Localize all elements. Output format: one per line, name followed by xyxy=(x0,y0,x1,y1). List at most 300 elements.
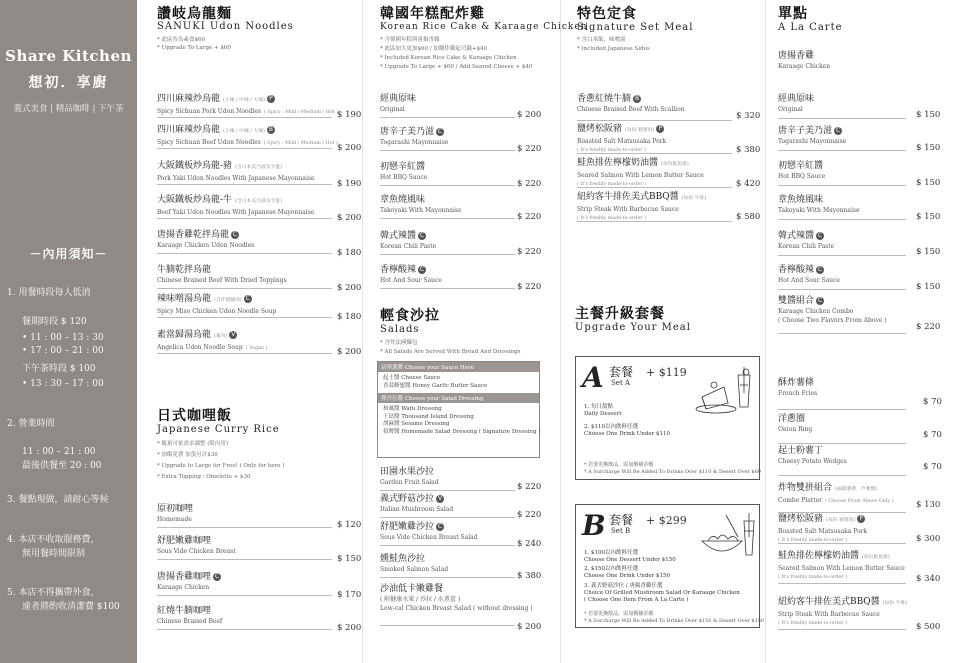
item-name-zh: 大阪鐵板炒烏龍-豬 xyxy=(157,161,233,171)
divider-line xyxy=(380,545,515,546)
menu-item xyxy=(157,571,362,600)
item-name-zh: 紐約客牛排佐美式BBQ醬 xyxy=(778,597,880,607)
curry-note: * Extra Topping : Omelette + $30 xyxy=(157,474,251,480)
menu-item: 素當歸湯烏龍 (素食) V Angelica Udon Noodle Soup ( Vegan ) $ 200 xyxy=(157,330,362,357)
item-price: $ 150 xyxy=(916,178,941,188)
menu-item: 炸物雙拼組合 (兩樣選擇，芦薯類) Combo Platter ( Choose From Above Only ) $ 130 xyxy=(778,482,948,506)
curry-title-en: Japanese Curry Rice xyxy=(157,424,280,435)
divider-line xyxy=(157,353,332,354)
item-price: $ 220 xyxy=(517,247,542,257)
udon-note: * 此區皆為素食$60 xyxy=(157,37,205,43)
item-price: $ 500 xyxy=(916,622,941,632)
divider-line xyxy=(380,288,515,289)
set-a-name-zh: 套餐 xyxy=(609,365,634,379)
item-name-en: Beef Yaki Udon Noodles With Japanese Mayonnaise xyxy=(157,209,315,216)
item-name-en: Homemade xyxy=(157,516,192,523)
notice-line: 3. 餐點現做，請耐心等候 xyxy=(7,495,109,505)
item-name-en: Low-cal Chicken Breast Salad ( without dressing ) xyxy=(380,605,533,612)
divider-line xyxy=(778,289,906,290)
item-price: $ 220 xyxy=(517,212,542,222)
item-name-en: Takoyaki With Mayonnaise xyxy=(380,207,462,214)
divider-line xyxy=(778,443,906,444)
item-name-en: Togarashi Mayonnaise xyxy=(778,138,847,145)
item-price: $ 220 xyxy=(517,482,542,492)
brand-name-zh: 想初．享廚 xyxy=(28,75,109,91)
notice-title: －內用須知－ xyxy=(29,247,108,261)
chicken-icon: C xyxy=(419,231,425,239)
korean-note: * 此區加大更加$60 / 加購炸雞起司鍋+$40 xyxy=(380,46,487,52)
notice-line: 2. 營業時間 xyxy=(7,419,55,429)
item-name-en: Original xyxy=(778,106,803,113)
item-name-en: Korean Chili Paste xyxy=(380,243,437,250)
item-price: $ 420 xyxy=(736,179,761,189)
item-price: $ 200 xyxy=(517,110,542,120)
item-price: $ 180 xyxy=(337,312,362,322)
divider-line xyxy=(157,148,332,149)
dressing-header: 擇沙拉醬 Choose your Salad Dressing xyxy=(378,393,539,403)
item-name-zh: 田園水果沙拉 xyxy=(380,467,435,477)
set-b-name-en: Set B xyxy=(611,527,631,535)
korean-title-en: Korean Rice Cake & Karaage Chicken xyxy=(380,22,588,32)
sauce-header: 請擇選醬 Choose your Sauce Here xyxy=(378,362,539,372)
menu-item xyxy=(380,161,545,189)
item-name-zh: 章魚燒風味 xyxy=(380,195,426,205)
set-b-line: 1. $100以內飲料任選 xyxy=(584,550,638,556)
menu-item xyxy=(778,160,948,188)
item-name-zh: 炸物雙拼組合 xyxy=(778,483,833,493)
item-price: $ 200 xyxy=(337,143,362,153)
menu-item xyxy=(157,503,362,530)
notice-line: 無用餐時間限制 xyxy=(22,549,86,559)
set-a-footnote: * A Surcharge Will Be Added To Drinks Over $110 & Desert Over $60 xyxy=(584,469,761,475)
divider-line xyxy=(380,577,515,578)
divider-line xyxy=(157,184,332,185)
item-name-zh: 唐揚香雞咖哩 xyxy=(157,572,212,582)
item-name-zh: 初戀辛紅醬 xyxy=(778,161,824,171)
item-name-en: Karaage Chicken Udon Noodles xyxy=(157,242,255,249)
korean-note: * 含韓國年糕與唐揚香雞 xyxy=(380,37,440,43)
item-note: ( Choose Two Flavors From Above ) xyxy=(778,317,887,324)
korean-title-zh: 韓國年糕配炸雞 xyxy=(380,6,485,22)
divider-line xyxy=(380,254,515,255)
divider-line xyxy=(778,629,906,630)
notice-line: • 17 : 00 – 21 : 00 xyxy=(22,346,104,356)
item-name-zh: 雙醬組合 xyxy=(778,296,815,306)
divider-line xyxy=(157,253,332,254)
notice-line: 4. 本店不收取服務費， xyxy=(7,535,100,545)
item-name-zh: 初戀辛紅醬 xyxy=(380,162,426,172)
item-name-en: Spicy Sichuan Beef Udon Noodles xyxy=(157,139,261,146)
divider-line xyxy=(157,317,332,318)
item-name-en: Combo Platter xyxy=(778,497,823,504)
item-name-zh: 原初咖哩 xyxy=(157,504,194,514)
item-price: $ 220 xyxy=(517,282,542,292)
notice-line: 下午茶時段 $ 100 xyxy=(22,364,96,374)
menu-item xyxy=(380,521,545,549)
item-price: $ 150 xyxy=(337,554,362,564)
item-name-en: Pork Yaki Udon Noodles With Japanese Mayonnaise xyxy=(157,175,315,182)
menu-item xyxy=(380,466,545,492)
item-name-en: Cheesy Potato Wedges xyxy=(778,458,847,465)
divider-line xyxy=(157,559,332,560)
chicken-icon: C xyxy=(437,522,443,530)
item-name-en: Togarashi Mayonnaise xyxy=(380,139,449,146)
item-note: ( It's freshly made-to-order ) xyxy=(778,621,847,626)
udon-note: * Upgrade To Large + $60 xyxy=(157,45,231,51)
menu-item xyxy=(778,295,948,332)
item-price: $ 150 xyxy=(916,247,941,257)
item-price: $ 150 xyxy=(916,110,941,120)
item-price: $ 70 xyxy=(923,397,942,407)
menu-item xyxy=(157,229,362,258)
divider-line xyxy=(778,583,906,584)
item-name-zh: 素當歸湯烏龍 xyxy=(157,330,212,340)
notice-line: 餐期時段 $ 120 xyxy=(22,317,87,327)
item-name-en: Sous Vide Chicken Breast xyxy=(157,548,236,555)
divider-line xyxy=(157,288,332,289)
item-name-en: Strip Steak With Barbecue Sauce xyxy=(778,611,880,618)
chicken-icon: C xyxy=(437,127,443,135)
chicken-icon: C xyxy=(245,294,250,302)
dressing-option: 千島醬 Thousand Island Dressing xyxy=(383,413,474,420)
divider-line xyxy=(778,219,906,220)
item-price: $ 340 xyxy=(916,574,941,584)
menu-item: 鮭魚排佐檸檬奶油醬 (每份鮭魚排) Seared Salmon With Lemon Butter Sauce ( It's freshly made-to-order ) $ 340 xyxy=(778,550,948,582)
column-divider xyxy=(560,0,561,663)
set-b-footnote: * A Surcharge Will Be Added To Drinks Over $150 & Desert Over $150 xyxy=(584,618,765,624)
menu-item xyxy=(778,93,948,120)
set-b-line: 2. $150以內飲料任選 xyxy=(584,566,638,572)
item-name-en: Roasted Salt Matsusaka Pork xyxy=(577,138,667,145)
item-name-en: Chinese Braised Beef xyxy=(157,618,223,625)
salads-note: * 含炸法國麵包 xyxy=(380,340,418,346)
menu-item: 四川麻辣炒烏龍 (小辣 / 中辣 / 大辣) B Spicy Sichuan Beef Udon Noodles ( Spicy : Mild / Medium / Hot ) $ 200 xyxy=(157,125,362,153)
pork-icon: P xyxy=(267,95,275,103)
item-price: $ 300 xyxy=(916,534,941,544)
alacarte-title-zh: 單點 xyxy=(778,6,808,22)
set-a-price: + $119 xyxy=(646,366,687,379)
divider-line xyxy=(778,185,906,186)
item-name-zh: 經典原味 xyxy=(380,94,417,104)
divider-line xyxy=(380,150,515,151)
divider-line xyxy=(157,629,332,630)
signature-note: * 含白米飯、味噌湯 xyxy=(577,37,626,43)
item-price: $ 200 xyxy=(337,283,362,293)
set-b-price: + $299 xyxy=(646,514,687,527)
item-price: $ 380 xyxy=(517,571,542,581)
item-name-en: Karaage Chicken xyxy=(157,584,210,591)
item-name-zh: 四川麻辣炒烏龍 xyxy=(157,94,221,104)
item-name-en: French Fries xyxy=(778,390,818,397)
set-a-line: 2. $110以內飲料任選 xyxy=(584,424,638,430)
upgrade-title-zh: 主餐升級套餐 xyxy=(575,306,665,322)
item-price: $ 130 xyxy=(916,500,941,510)
item-name-zh: 紐約客牛排佐美式BBQ醬 xyxy=(577,192,679,202)
item-price: $ 200 xyxy=(337,213,362,223)
item-price: $ 220 xyxy=(916,322,941,332)
menu-item: 鮭魚排佐檸檬奶油醬 (每份鮭魚排) Seared Salmon With Lemon Butter Sauce ( It's freshly made-to-order ) $ 420 xyxy=(577,158,761,189)
brand-tagline: 義式美食 | 精品咖啡 | 下午茶 xyxy=(13,104,124,114)
item-price: $ 380 xyxy=(736,145,761,155)
divider-line xyxy=(778,543,906,544)
item-name-zh: 經典原味 xyxy=(778,94,815,104)
divider-line xyxy=(778,150,906,151)
item-name-en: Chinese Braised Beef With Scallion xyxy=(577,106,685,113)
signature-title-zh: 特色定食 xyxy=(577,6,637,22)
set-a-line: Daily Dessert xyxy=(584,411,622,417)
menu-item xyxy=(380,230,545,257)
signature-title-en: Signature Set Meal xyxy=(577,22,694,33)
dressing-option: 胡麻醬 Sesame Dressing xyxy=(383,421,450,427)
divider-line xyxy=(577,187,732,188)
item-name-en: Angelica Udon Noodle Soup xyxy=(157,344,243,351)
item-price: $ 190 xyxy=(337,110,362,120)
item-name-zh: 舒肥嫩雞咖哩 xyxy=(157,536,212,546)
item-note: ( It's freshly made-to-order ) xyxy=(778,538,847,543)
notice-line: 11 : 00 – 21 : 00 xyxy=(22,447,96,457)
menu-item: 辣味噌湯烏龍 (含炸豬腩肉) C Spicy Miso Chicken Udon Noodle Soup $ 180 xyxy=(157,294,362,322)
curry-note: * 飯量可依需求調整 (限內用) xyxy=(157,441,229,447)
vegan-icon: V xyxy=(437,494,443,502)
brand-name-en: Share Kitchen xyxy=(5,47,132,65)
item-name-zh: 洋蔥圈 xyxy=(778,414,806,424)
chicken-icon: C xyxy=(817,231,823,239)
menu-item xyxy=(778,125,948,153)
dressing-box xyxy=(377,361,540,458)
notice-line: 1. 用餐時段每人低消 xyxy=(7,288,91,298)
sidebar xyxy=(0,0,137,663)
sauce-option: 起士醬 Cheese Sauce xyxy=(383,375,441,381)
item-note: ( It's freshly made-to-order ) xyxy=(778,575,847,580)
salads-title-zh: 輕食沙拉 xyxy=(380,308,440,324)
item-name-en: Hot And Sour Sauce xyxy=(380,277,442,284)
notice-line: 最後供餐至 20 : 00 xyxy=(22,461,102,471)
item-price: $ 240 xyxy=(517,539,542,549)
menu-item: 鹽烤松阪豬 (每份 豬頸肉) P Roasted Salt Matsusaka Pork ( It's freshly made-to-order ) $ 380 xyxy=(577,124,761,155)
menu-item xyxy=(778,230,948,257)
cake-and-drink-icon xyxy=(694,363,754,415)
menu-item xyxy=(778,194,948,222)
item-name-zh: 舒肥嫩雞沙拉 xyxy=(380,522,435,532)
menu-item xyxy=(778,413,948,440)
item-price: $ 580 xyxy=(736,212,761,222)
column-divider xyxy=(362,0,363,663)
set-a-name-en: Set A xyxy=(611,379,631,387)
item-name-zh: 鹽烤松阪豬 xyxy=(577,124,623,134)
menu-item xyxy=(778,264,948,292)
menu-item: 大阪鐵板炒烏龍-牛 (含日本美乃滋及令蛋) Beef Yaki Udon Noodles With Japanese Mayonnaise $ 200 xyxy=(157,195,362,223)
item-note: ( It's freshly made-to-order ) xyxy=(577,182,646,187)
item-name-zh: 章魚燒風味 xyxy=(778,195,824,205)
set-b-letter: B xyxy=(582,509,606,542)
udon-title-zh: 讚岐烏龍麵 xyxy=(157,6,232,22)
menu-item xyxy=(380,583,545,632)
vegan-icon: V xyxy=(231,330,236,338)
notice-line: • 11 : 00 – 13 : 30 xyxy=(22,333,104,343)
set-b-line: Choice Of Grilled Mushroom Salad Or Karaage Chicken xyxy=(584,590,740,596)
item-name-zh: 起士粉薯丁 xyxy=(778,446,824,456)
divider-line xyxy=(778,255,906,256)
item-name-en: Seared Salmon With Lemon Butter Sauce xyxy=(778,565,905,572)
divider-line xyxy=(157,218,332,219)
item-name-zh: 燻鮭魚沙拉 xyxy=(380,554,426,564)
divider-line xyxy=(380,490,515,491)
menu-item xyxy=(157,264,362,293)
menu-item xyxy=(157,535,362,564)
item-name-zh: 鮭魚排佐檸檬奶油醬 xyxy=(778,551,860,561)
item-name-zh: 鹽烤松阪豬 xyxy=(778,514,824,524)
notice-line: • 13 : 30 – 17 : 00 xyxy=(22,379,104,389)
menu-item xyxy=(380,93,545,120)
item-name-zh: 香檸酸辣 xyxy=(380,265,417,275)
item-price: $ 190 xyxy=(337,179,362,189)
item-name-en: Spicy Miso Chicken Udon Noodle Soup xyxy=(157,308,277,315)
set-b-line: ( Choose One Item From A La Carte ) xyxy=(584,597,689,603)
dressing-option: 和風醬 Wafu Dressing xyxy=(383,406,442,412)
item-name-en: Sous Vide Chicken Breast Salad xyxy=(380,534,478,541)
divider-line xyxy=(157,527,332,528)
item-name-en: Original xyxy=(380,106,405,113)
item-price: $ 320 xyxy=(736,111,761,121)
menu-item xyxy=(380,553,545,581)
menu-item xyxy=(577,93,762,121)
divider-line xyxy=(380,625,515,626)
sauce-option: 香蒜蜂蜜醬 Honey Garlic Butter Sauce xyxy=(383,382,488,389)
divider-line xyxy=(157,595,332,596)
item-price: $ 170 xyxy=(337,590,362,600)
divider-line xyxy=(778,118,906,119)
item-name-en: Takoyaki With Mayonnaise xyxy=(778,207,860,214)
column-divider xyxy=(765,0,766,663)
item-note: ( It's freshly made-to-order ) xyxy=(577,216,646,221)
item-name-en: Chinese Braised Beef With Dried Toppings xyxy=(157,277,287,284)
menu-item xyxy=(380,126,545,154)
korean-note: * Included Korean Rice Cake & Karaage Chicken xyxy=(380,55,517,61)
divider-line xyxy=(778,475,906,476)
item-name-en: Strip Steak With Barbecue Sauce xyxy=(577,206,679,213)
item-price: $ 120 xyxy=(337,520,362,530)
salads-note: * All Salads Are Served With Bread And Dressings xyxy=(380,349,521,355)
notice-line: 違者將酌收清潔費 $100 xyxy=(22,602,120,612)
upgrade-title-en: Upgrade Your Meal xyxy=(575,322,691,333)
menu-item xyxy=(778,445,948,472)
set-a-line: 1. 每日甜點 xyxy=(584,404,613,410)
chicken-icon: C xyxy=(232,230,238,238)
subsection-heading xyxy=(778,50,830,71)
item-price: $ 220 xyxy=(517,144,542,154)
item-name-zh: 韓式辣醬 xyxy=(778,231,815,241)
curry-note: * Upgrade to Large for Free! ( Only for here ) xyxy=(157,463,285,469)
item-name-zh: 紅燒牛腩咖哩 xyxy=(157,606,212,616)
item-name-zh: 大阪鐵板炒烏龍-牛 xyxy=(157,195,233,205)
item-name-en: Spicy Sichuan Pork Udon Noodles xyxy=(157,108,261,115)
item-name-en: Italian Mushroom Salad xyxy=(380,506,454,513)
set-a-letter: A xyxy=(582,361,604,394)
beef-icon: B xyxy=(634,94,640,102)
item-name-en: Hot BBQ Sauce xyxy=(778,173,826,180)
item-name-en: Korean Chili Paste xyxy=(778,243,835,250)
item-name-en: Onion Ring xyxy=(778,426,813,433)
item-price: $ 220 xyxy=(517,179,542,189)
item-name-en: Hot BBQ Sauce xyxy=(380,174,428,181)
menu-item xyxy=(380,264,545,292)
item-name-zh: 唐揚香雞乾拌烏龍 xyxy=(157,230,230,240)
item-name-zh: 沙油低卡嫩雞餐 xyxy=(380,584,444,594)
signature-note: * Included Japanese Sides xyxy=(577,46,650,52)
item-note: ( It's freshly made-to-order ) xyxy=(577,148,646,153)
curry-title-zh: 日式咖哩飯 xyxy=(157,408,232,424)
beef-icon: B xyxy=(268,125,273,133)
subsection-title-zh: 唐揚香雞 xyxy=(778,51,815,61)
item-price: $ 220 xyxy=(517,510,542,520)
item-name-zh: 義式野菇沙拉 xyxy=(380,494,435,504)
item-name-en: Seared Salmon With Lemon Butter Sauce xyxy=(577,172,704,179)
menu-item: 紐約客牛排佐美式BBQ醬 (每份 牛排) Strip Steak With Barbecue Sauce ( It's freshly made-to-order ) $ 580 xyxy=(577,192,761,222)
menu-item xyxy=(380,194,545,222)
set-a-card xyxy=(575,356,760,480)
item-price: $ 150 xyxy=(916,143,941,153)
item-name-zh: 四川麻辣炒烏龍 xyxy=(157,125,221,135)
alacarte-title-en: A La Carte xyxy=(778,22,843,33)
divider-line xyxy=(577,120,732,121)
item-price: $ 200 xyxy=(337,347,362,357)
salads-title-en: Salads xyxy=(380,324,420,335)
item-name-zh: 香檸酸辣 xyxy=(778,265,815,275)
set-b-line: Choose One Dessert Under $150 xyxy=(584,557,676,563)
chicken-icon: C xyxy=(419,265,425,273)
item-name-en: Smoked Salmon Salad xyxy=(380,566,449,573)
item-name-en: Garden Fruit Salad xyxy=(380,479,439,486)
set-b-name-zh: 套餐 xyxy=(609,513,634,527)
item-name-en: Karaage Chicken Combo xyxy=(778,308,854,315)
menu-item: 紐約客牛排佐美式BBQ醬 (每份 牛排) Strip Steak With Barbecue Sauce ( It's freshly made-to-order ) $ 500 xyxy=(778,596,948,628)
set-a-line: Choose One Drink Under $110 xyxy=(584,431,671,437)
pork-icon: P xyxy=(656,125,664,133)
divider-line xyxy=(380,117,515,118)
set-b-card xyxy=(575,504,765,628)
dressing-option: 招牌醬 Homemade Salad Dressing ( Signature Dressing ) xyxy=(383,428,541,435)
divider-line xyxy=(380,218,515,219)
set-b-footnote: * 若要更換飲品，需加價補差價 xyxy=(584,611,654,617)
curry-note: * 加飯免費 加蛋另計$30 xyxy=(157,452,218,458)
divider-line xyxy=(380,185,515,186)
divider-line xyxy=(778,409,906,410)
item-name-en: Hot And Sour Sauce xyxy=(778,277,840,284)
divider-line xyxy=(778,333,906,334)
chicken-icon: C xyxy=(835,126,841,134)
udon-title-en: SANUKI Udon Noodles xyxy=(157,21,294,32)
menu-item: 四川麻辣炒烏龍 (小辣 / 中辣 / 大辣) P Spicy Sichuan Pork Udon Noodles ( Spicy : Mild / Medium / Hot ) $ 190 xyxy=(157,94,362,120)
divider-line xyxy=(380,517,515,518)
divider-line xyxy=(577,221,732,222)
set-b-line: 3. 義式野菇沙拉 / 唐揚香雞任選 xyxy=(584,583,663,589)
item-name-zh: 牛腩乾拌烏龍 xyxy=(157,265,212,275)
item-name-zh: 唐辛子美乃滋 xyxy=(380,127,435,137)
item-name-zh: 韓式辣醬 xyxy=(380,231,417,241)
item-price: $ 150 xyxy=(916,212,941,222)
item-name-zh: 酥炸薯條 xyxy=(778,378,815,388)
chicken-icon: C xyxy=(817,265,823,273)
divider-line xyxy=(157,117,332,118)
pork-icon: P xyxy=(857,515,865,523)
menu-item xyxy=(778,377,948,407)
set-a-footnote: * 若要更換飲品，需加價補差價 xyxy=(584,462,654,468)
item-price: $ 70 xyxy=(923,462,942,472)
chicken-icon: C xyxy=(214,572,220,580)
item-name-zh: 辣味噌湯烏龍 xyxy=(157,294,212,304)
set-b-line: Choose One Drink Under $150 xyxy=(584,573,671,579)
subsection-title-en: Karaage Chicken xyxy=(778,63,831,70)
